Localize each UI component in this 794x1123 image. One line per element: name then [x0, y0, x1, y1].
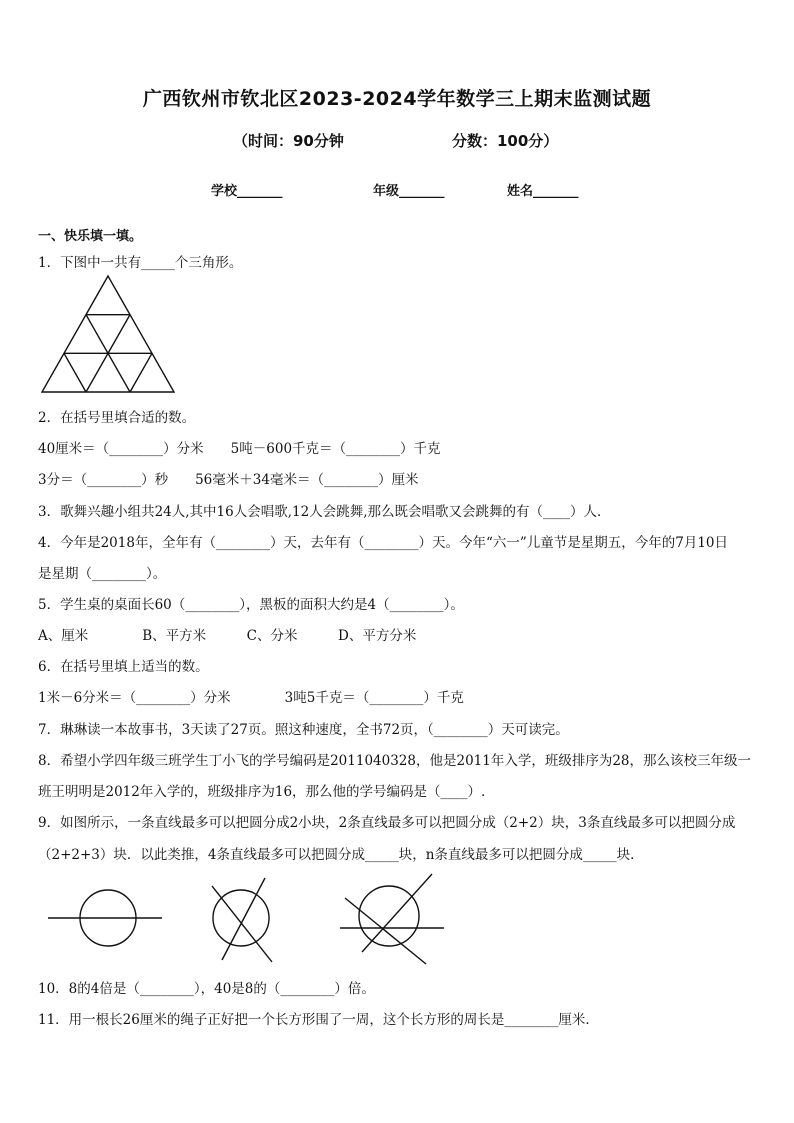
question-4-line-b: 是星期（________）。	[38, 566, 167, 582]
question-2: 2．在括号里填合适的数。	[38, 410, 196, 426]
question-6-line-a: 1米－6分米＝（________）分米 3吨5千克＝（________）千克	[38, 690, 464, 706]
exam-time: （时间：90分钟	[233, 132, 344, 150]
question-1: 1．下图中一共有_____个三角形。	[38, 255, 243, 271]
section-heading: 一、快乐填一填。	[38, 229, 143, 244]
question-5: 5．学生桌的桌面长60（________），黑板的面积大约是4（________）。	[38, 597, 464, 613]
grade-field: 年级_______	[373, 184, 445, 199]
question-8-line-b: 班王明明是2012年入学的，班级排序为16，那么他的学号编码是（____）.	[38, 784, 486, 800]
question-2-line-b: 3分＝（________）秒 56毫米＋34毫米＝（________）厘米	[38, 472, 419, 488]
question-10: 10．8的4倍是（________），40是8的（________）倍。	[38, 981, 375, 997]
question-2-line-a: 40厘米＝（________）分米 5吨－600千克＝（________）千克	[38, 441, 441, 457]
question-9-line-a: 9．如图所示，一条直线最多可以把圆分成2小块，2条直线最多可以把圆分成（2+2）块，3条直线最多可以把圆分成	[38, 815, 736, 831]
circle-cut-figure	[40, 872, 460, 972]
question-7: 7．琳琳读一本故事书，3天读了27页。照这种速度，全书72页，（________）天可读完。	[38, 722, 569, 738]
question-11: 11．用一根长26厘米的绳子正好把一个长方形围了一周，这个长方形的周长是________厘米．	[38, 1012, 599, 1028]
question-9-line-b: （2+2+3）块．以此类推，4条直线最多可以把圆分成_____块，n条直线最多可以把圆分成_____块．	[38, 847, 644, 863]
exam-score: 分数：100分）	[452, 132, 559, 150]
question-3: 3．歌舞兴趣小组共24人,其中16人会唱歌,12人会跳舞,那么既会唱歌又会跳舞的有（____）人．	[38, 504, 611, 520]
school-field: 学校_______	[211, 184, 283, 199]
question-6: 6．在括号里填上适当的数。	[38, 659, 209, 675]
question-8-line-a: 8．希望小学四年级三班学生丁小飞的学号编码是2011040328，他是2011年入学，班级排序为28，那么该校三年级一	[38, 753, 752, 769]
question-5-options: A、厘米 B、平方米 C、分米 D、平方分米	[38, 628, 417, 644]
exam-title: 广西钦州市钦北区2023-2024学年数学三上期末监测试题	[142, 88, 652, 110]
question-4-line-a: 4．今年是2018年，全年有（________）天，去年有（________）天。今年“六一”儿童节是星期五，今年的7月10日	[38, 535, 729, 551]
name-field: 姓名_______	[507, 184, 579, 199]
triangle-figure	[38, 272, 178, 396]
